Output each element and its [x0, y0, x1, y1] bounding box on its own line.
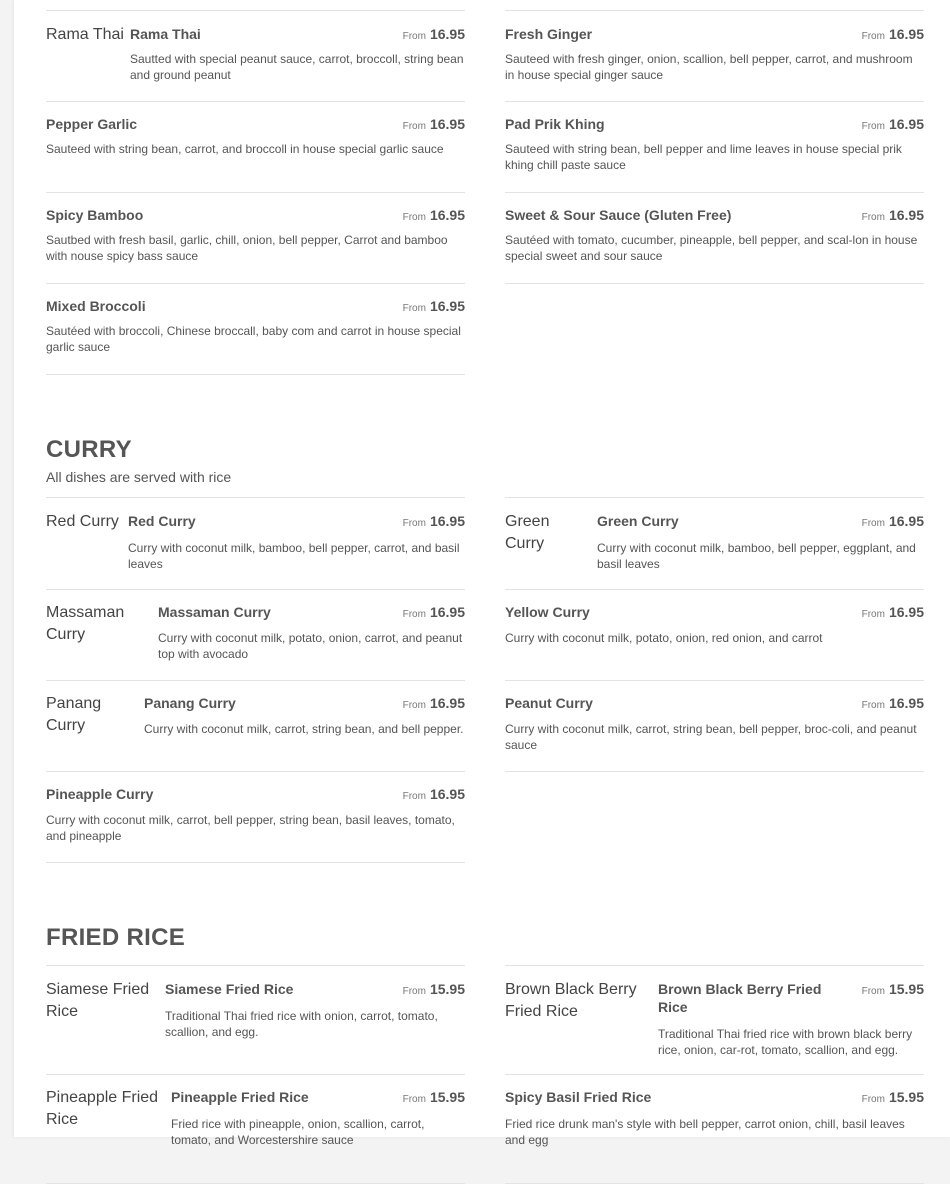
- from-label: From: [402, 303, 426, 314]
- item-description: Fried rice drunk man's style with bell pepper, carrot onion, chill, basil leaves and egg: [505, 1117, 905, 1147]
- item-price: From 16.95: [402, 26, 465, 42]
- item-price: From 16.95: [861, 604, 924, 620]
- menu-item-panang-curry[interactable]: [46, 680, 465, 772]
- menu-item-peanut-curry[interactable]: [505, 680, 924, 772]
- item-description: Sautéed with broccoli, Chinese broccall, baby com and carrot in house special garlic sauce: [46, 324, 461, 354]
- siamese-fried-rice-image: Siamese Fried Rice: [46, 981, 150, 1020]
- item-price: From 15.95: [402, 981, 465, 997]
- item-description: Traditional Thai fried rice with brown black berry rice, onion, car-rot, tomato, scallion, and egg.: [658, 1027, 913, 1057]
- item-description: Sautbed with fresh basil, garlic, chill, onion, bell pepper, Carrot and bamboo with nouse spicy bass sauce: [46, 233, 448, 263]
- fried-rice-section-title: FRIED RICE: [46, 924, 186, 951]
- item-price: From 16.95: [402, 207, 465, 223]
- item-price: From 16.95: [402, 116, 465, 132]
- green-curry-image: Green Curry: [505, 513, 550, 552]
- menu-item-yellow-curry[interactable]: [505, 589, 924, 681]
- menu-item-sweet-sour-sauce[interactable]: [505, 192, 924, 284]
- menu-item-pineapple-curry[interactable]: [46, 771, 465, 863]
- item-name: Pad Prik Khing: [505, 116, 605, 132]
- item-description: Sautéed with tomato, cucumber, pineapple, bell pepper, and scal-lon in house special sweet and sour sauce: [505, 233, 918, 263]
- item-name: Pepper Garlic: [46, 116, 138, 132]
- panang-curry-image: Panang Curry: [46, 695, 102, 734]
- item-description: Curry with coconut milk, bamboo, bell pepper, eggplant, and basil leaves: [597, 541, 916, 571]
- menu-item-siamese-fried-rice[interactable]: [46, 965, 465, 1075]
- from-label: From: [861, 700, 885, 711]
- menu-item-pineapple-fried-rice[interactable]: [46, 1074, 465, 1184]
- from-label: From: [402, 609, 426, 620]
- item-description: Curry with coconut milk, carrot, string bean, and bell pepper.: [144, 722, 464, 736]
- from-label: From: [861, 1094, 885, 1105]
- item-name: Siamese Fried Rice: [165, 981, 294, 997]
- from-label: From: [861, 121, 885, 132]
- item-description: Curry with coconut milk, carrot, string bean, bell pepper, broc-coli, and peanut sauce: [505, 722, 917, 752]
- item-price: From 15.95: [402, 1089, 465, 1105]
- item-description: Curry with coconut milk, carrot, bell pepper, string bean, basil leaves, tomato, and pineapple: [46, 813, 455, 843]
- item-name: Brown Black Berry Fried Rice: [658, 981, 822, 1015]
- item-description: Traditional Thai fried rice with onion, carrot, tomato, scallion, and egg.: [165, 1009, 438, 1039]
- from-label: From: [861, 212, 885, 223]
- menu-item-pepper-garlic[interactable]: [46, 101, 465, 193]
- item-name: Pineapple Fried Rice: [171, 1089, 309, 1105]
- item-price: From 16.95: [861, 513, 924, 529]
- pineapple-fried-rice-image: Pineapple Fried Rice: [46, 1089, 159, 1128]
- curry-section-subtitle: All dishes are served with rice: [46, 469, 232, 485]
- item-price: From 16.95: [861, 116, 924, 132]
- menu-item-spicy-bamboo[interactable]: [46, 192, 465, 284]
- item-name: Pineapple Curry: [46, 786, 154, 802]
- item-name: Spicy Bamboo: [46, 207, 144, 223]
- item-description: Sautted with special peanut sauce, carrot, broccoll, string bean and ground peanut: [130, 52, 464, 82]
- item-name: Peanut Curry: [505, 695, 593, 711]
- from-label: From: [861, 518, 885, 529]
- item-price: From 16.95: [861, 26, 924, 42]
- curry-section-title: CURRY: [46, 436, 132, 463]
- item-description: Curry with coconut milk, potato, onion, carrot, and peanut top with avocado: [158, 631, 463, 661]
- item-name: Rama Thai: [130, 26, 201, 42]
- item-description: Sauteed with string bean, bell pepper and lime leaves in house special prik khing chill paste sauce: [505, 142, 902, 172]
- massaman-curry-image: Massaman Curry: [46, 604, 125, 643]
- item-price: From 16.95: [861, 695, 924, 711]
- from-label: From: [861, 31, 885, 42]
- menu-item-green-curry[interactable]: [505, 497, 924, 590]
- menu-item-massaman-curry[interactable]: [46, 589, 465, 681]
- menu-item-brown-black-berry-fried-rice[interactable]: [505, 965, 924, 1075]
- menu-item-rama-thai[interactable]: [46, 10, 465, 102]
- from-label: From: [861, 609, 885, 620]
- item-price: From 15.95: [861, 1089, 924, 1105]
- item-name: Yellow Curry: [505, 604, 590, 620]
- item-price: From 16.95: [402, 786, 465, 802]
- item-price: From 15.95: [861, 981, 924, 997]
- item-price: From 16.95: [402, 604, 465, 620]
- menu-item-spicy-basil-fried-rice[interactable]: [505, 1074, 924, 1184]
- item-description: Sauteed with string bean, carrot, and broccoll in house special garlic sauce: [46, 142, 444, 156]
- item-name: Spicy Basil Fried Rice: [505, 1089, 652, 1105]
- menu-item-red-curry[interactable]: [46, 497, 465, 590]
- from-label: From: [861, 986, 885, 997]
- from-label: From: [402, 791, 426, 802]
- item-description: Curry with coconut milk, bamboo, bell pepper, carrot, and basil leaves: [128, 541, 460, 571]
- item-price: From 16.95: [402, 513, 465, 529]
- item-name: Massaman Curry: [158, 604, 271, 620]
- rama-thai-image: Rama Thai: [46, 26, 124, 43]
- item-price: From 16.95: [861, 207, 924, 223]
- menu-item-mixed-broccoli[interactable]: [46, 283, 465, 375]
- item-name: Green Curry: [597, 513, 679, 529]
- item-price: From 16.95: [402, 298, 465, 314]
- from-label: From: [402, 31, 426, 42]
- item-description: Fried rice with pineapple, onion, scallion, carrot, tomato, and Worcestershire sauce: [171, 1117, 425, 1147]
- from-label: From: [402, 700, 426, 711]
- item-name: Panang Curry: [144, 695, 236, 711]
- from-label: From: [402, 121, 426, 132]
- menu-item-pad-prik-khing[interactable]: [505, 101, 924, 193]
- item-name: Red Curry: [128, 513, 196, 529]
- from-label: From: [402, 212, 426, 223]
- from-label: From: [402, 986, 426, 997]
- from-label: From: [402, 518, 426, 529]
- red-curry-image: Red Curry: [46, 513, 119, 530]
- brown-black-berry-fried-rice-image: Brown Black Berry Fried Rice: [505, 981, 637, 1020]
- item-description: Sauteed with fresh ginger, onion, scallion, bell pepper, carrot, and mushroom in house special ginger sauce: [505, 52, 913, 82]
- item-name: Fresh Ginger: [505, 26, 593, 42]
- item-name: Mixed Broccoli: [46, 298, 146, 314]
- from-label: From: [402, 1094, 426, 1105]
- item-description: Curry with coconut milk, potato, onion, red onion, and carrot: [505, 631, 823, 645]
- item-name: Sweet & Sour Sauce (Gluten Free): [505, 207, 732, 223]
- item-price: From 16.95: [402, 695, 465, 711]
- menu-item-fresh-ginger[interactable]: [505, 10, 924, 102]
